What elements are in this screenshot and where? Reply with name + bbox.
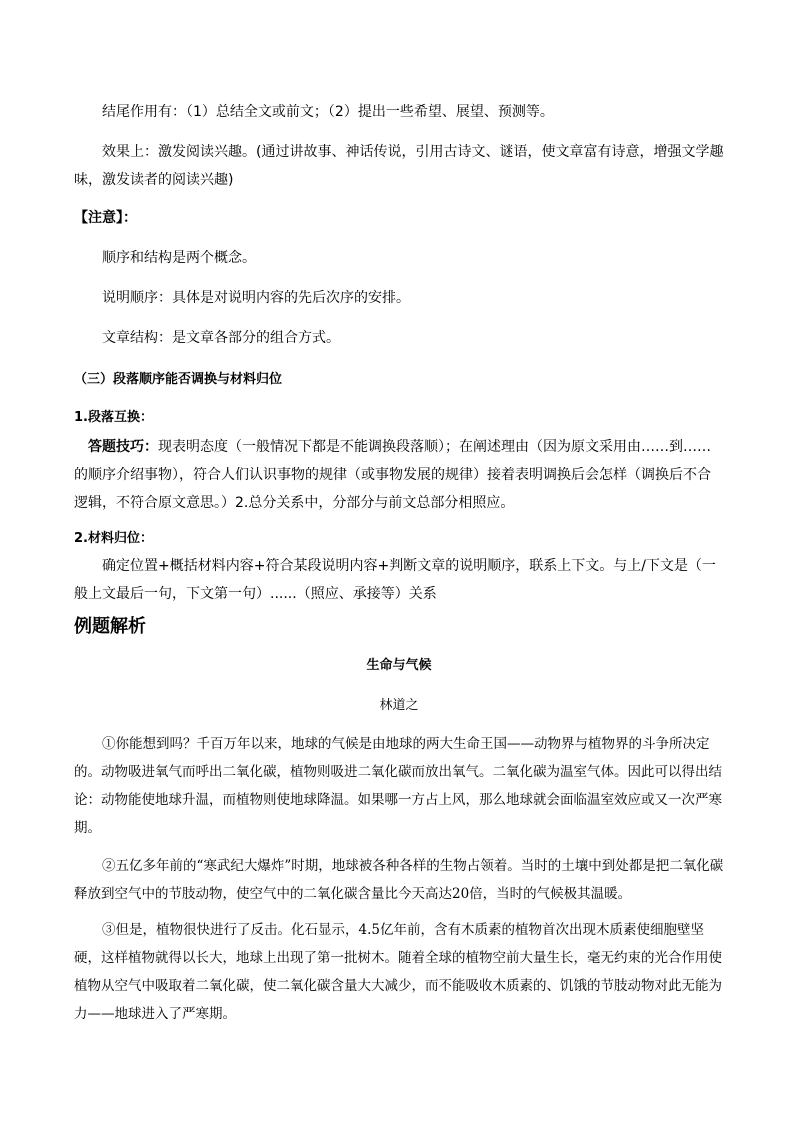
note-item: 顺序和结构是两个概念。 [102, 250, 256, 266]
note-heading: 【注意】： [74, 210, 137, 226]
subsection-heading: 2.材料归位： [74, 531, 153, 546]
article-paragraph: ①你能想到吗？千百万年以来，地球的气候是由地球的两大生命王国——动物界与植物界的斗争所决定的。动物吸进氧气而呼出二氧化碳，植物则吸进二氧化碳而放出氧气。二氧化碳为温室气体。因此可以得出结论：动物能使地球升温，而植物则使地球降温。如果哪一方占上风，那么地球就会面临温室效应或又一次严寒期。 [74, 736, 722, 836]
article-paragraph: ③但是，植物很快进行了反击。化石显示，4.5亿年前，含有木质素的植物首次出现木质素使细胞壁坚硬，这样植物就得以长大，地球上出现了第一批树木。随着全球的植物空前大量生长，毫无约束的光合作用使植物从空气中吸取着二氧化碳，使二氧化碳含量大大减少，而不能吸收木质素的、饥饿的节肢动物对此无能为力——地球进入了严寒期。 [74, 922, 722, 1022]
paragraph-effect: 效果上：激发阅读兴趣。(通过讲故事、神话传说，引用古诗文、谜语，使文章富有诗意，增强文学趣味，激发读者的阅读兴趣) [74, 144, 724, 188]
example-heading: 例题解析 [74, 616, 146, 637]
answer-technique-label: 答题技巧： [88, 439, 158, 455]
material-placement-paragraph: 确定位置+概括材料内容+符合某段说明内容+判断文章的说明顺序，联系上下文。与上/下文是（一般上文最后一句，下文第一句）......（照应、承接等）关系 [74, 558, 716, 602]
answer-technique-paragraph [74, 433, 724, 517]
subsection-heading: 1.段落互换： [74, 410, 153, 425]
paragraph-ending-function: 结尾作用有：（1）总结全文或前文；（2）提出一些希望、展望、预测等。 [102, 104, 554, 120]
article-paragraph: ②五亿多年前的“寒武纪大爆炸”时期，地球被各种各样的生物占领着。当时的土壤中到处都是把二氧化碳释放到空气中的节肢动物，使空气中的二氧化碳含量比今天高达20倍，当时的气候极其温暖。 [74, 858, 724, 902]
article-author: 林道之 [379, 698, 419, 713]
article-title: 生命与气候 [366, 658, 432, 673]
answer-technique-text: 现表明态度（一般情况下都是不能调换段落顺）；在阐述理由（因为原文采用由……到……的顺序介绍事物），符合人们认识事物的规律（或事物发展的规律）接着表明调换后会怎样（调换后不合逻辑，不符合原文意思。）2.总分关系中，分部分与前文总部分相照应。 [74, 439, 711, 511]
note-item: 说明顺序：具体是对说明内容的先后次序的安排。 [102, 290, 410, 306]
note-item: 文章结构：是文章各部分的组合方式。 [102, 330, 340, 346]
section-heading: （三）段落顺序能否调换与材料归位 [74, 372, 283, 387]
